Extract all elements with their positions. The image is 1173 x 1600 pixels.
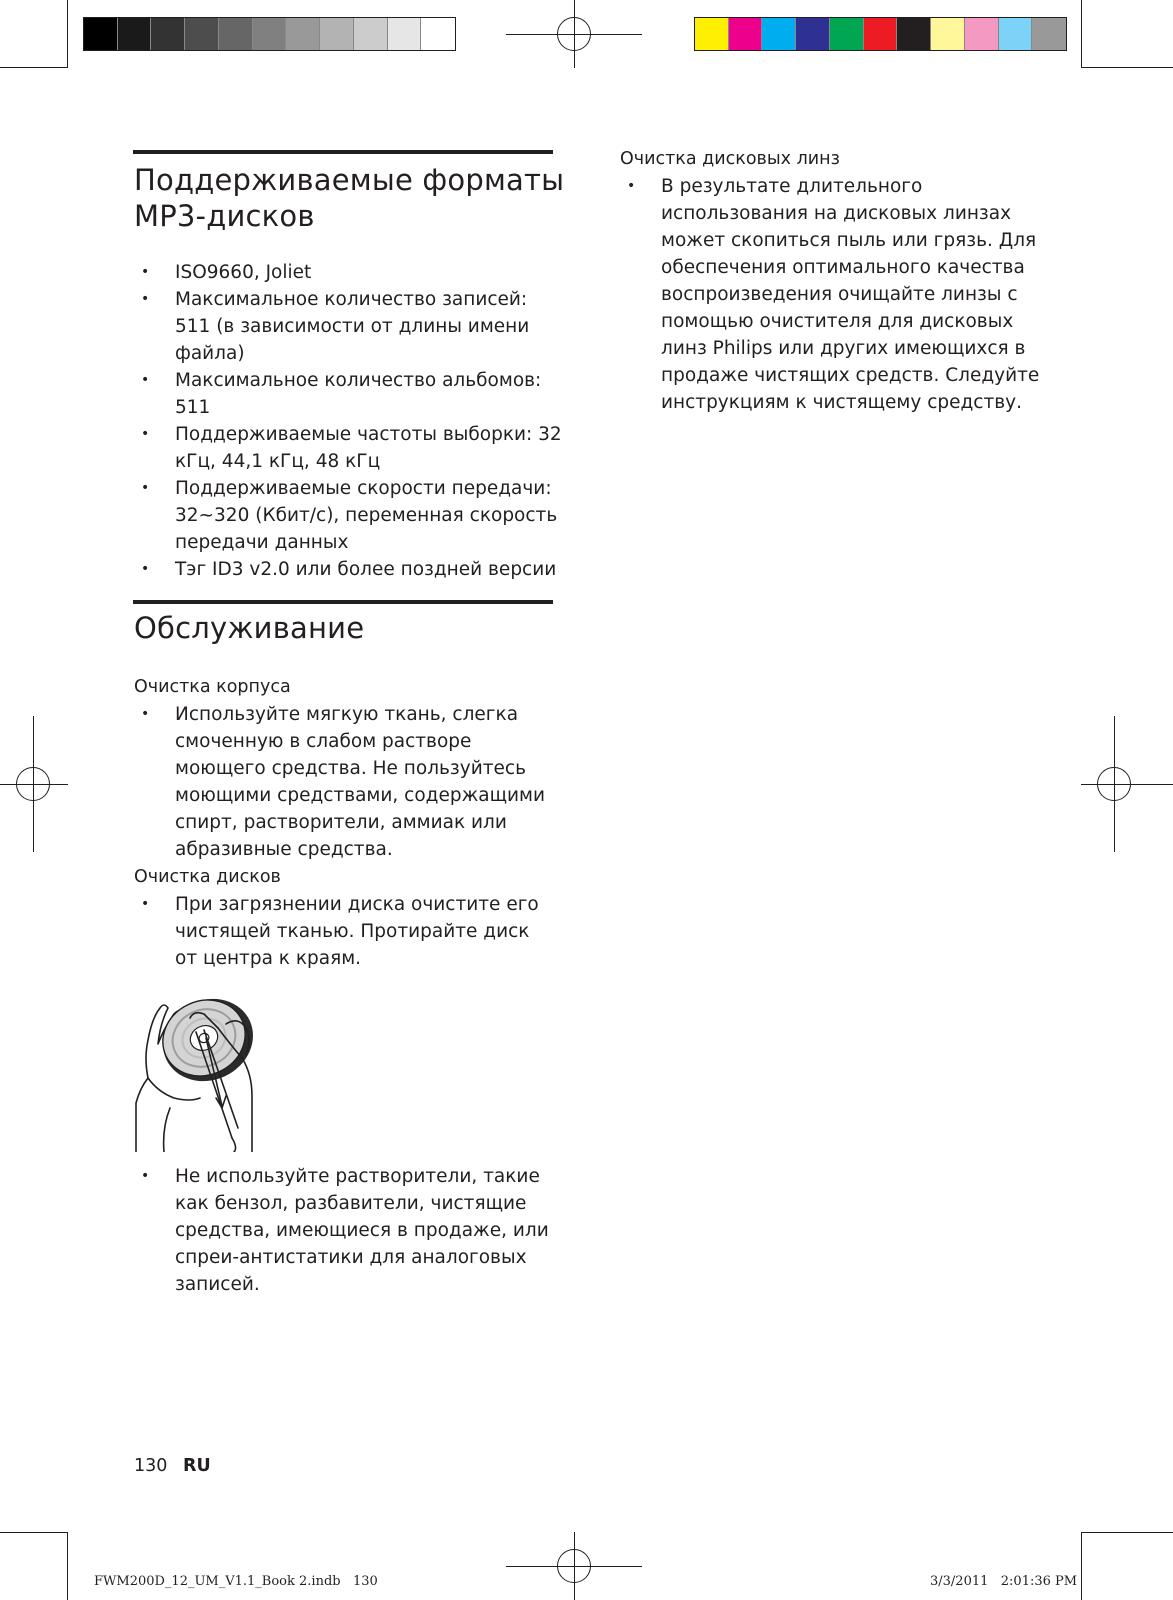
cleaning-lens-list bbox=[620, 173, 1040, 416]
disc-cleaning-illustration bbox=[134, 988, 260, 1152]
section-title-formats bbox=[134, 162, 574, 234]
subheading-cleaning-lens: Очистка дисковых линз bbox=[620, 149, 840, 169]
after-figure-list bbox=[134, 1163, 554, 1298]
color-swatch bbox=[1032, 18, 1066, 50]
subheading-cleaning-discs: Очистка дисков bbox=[134, 867, 281, 887]
color-swatch bbox=[830, 18, 864, 50]
footer-timestamp: 3/3/2011 2:01:36 PM bbox=[930, 1574, 1078, 1589]
subheading-cleaning-case: Очистка корпуса bbox=[134, 677, 291, 697]
page-number bbox=[134, 1456, 211, 1476]
section-title-maintenance: Обслуживание bbox=[134, 611, 365, 645]
list-item: • Поддерживаемые частоты выборки: 32 кГц, 44,1 кГц, 48 кГц bbox=[134, 421, 564, 475]
crop-mark-top-right-h bbox=[1081, 67, 1173, 68]
color-swatch bbox=[965, 18, 999, 50]
grayscale-swatch bbox=[388, 18, 422, 50]
grayscale-swatch bbox=[320, 18, 354, 50]
list-item: • Не используйте растворители, такие как бензол, разбавители, чистящие средства, имеющиеся в продаже, или спреи-антистатики для аналоговых записей. bbox=[134, 1163, 554, 1298]
crop-mark-top-left-h bbox=[0, 67, 68, 68]
reg-left-circle bbox=[16, 767, 50, 801]
grayscale-swatch bbox=[185, 18, 219, 50]
grayscale-bar bbox=[83, 17, 456, 51]
color-swatch bbox=[729, 18, 763, 50]
section-title-formats-line2: MP3-дисков bbox=[134, 199, 315, 233]
list-item: • Максимальное количество записей: 511 (в зависимости от длины имени файла) bbox=[134, 286, 564, 367]
color-swatch bbox=[796, 18, 830, 50]
reg-top-circle bbox=[557, 17, 591, 51]
grayscale-swatch bbox=[421, 18, 455, 50]
section-rule-maintenance bbox=[133, 600, 553, 604]
color-bar bbox=[694, 17, 1067, 51]
crop-mark-top-right-v bbox=[1081, 0, 1082, 68]
section-rule-formats bbox=[133, 150, 553, 154]
list-item: • При загрязнении диска очистите его чистящей тканью. Протирайте диск от центра к краям. bbox=[134, 891, 554, 972]
reg-right-circle bbox=[1097, 767, 1131, 801]
page-language: RU bbox=[182, 1456, 211, 1476]
grayscale-swatch bbox=[84, 18, 118, 50]
page-number-value: 130 bbox=[134, 1456, 168, 1476]
grayscale-swatch bbox=[151, 18, 185, 50]
crop-mark-top-left-v bbox=[67, 0, 68, 68]
color-swatch bbox=[695, 18, 729, 50]
crop-mark-bottom-right-h bbox=[1081, 1532, 1173, 1533]
color-swatch bbox=[931, 18, 965, 50]
cleaning-discs-list bbox=[134, 891, 554, 972]
grayscale-swatch bbox=[354, 18, 388, 50]
color-swatch bbox=[762, 18, 796, 50]
section-title-formats-line1: Поддерживаемые форматы bbox=[134, 163, 565, 197]
grayscale-swatch bbox=[253, 18, 287, 50]
color-swatch bbox=[999, 18, 1033, 50]
color-swatch bbox=[897, 18, 931, 50]
footer-file-info: FWM200D_12_UM_V1.1_Book 2.indb 130 bbox=[94, 1574, 378, 1589]
formats-list bbox=[134, 259, 564, 583]
grayscale-swatch bbox=[219, 18, 253, 50]
list-item: • В результате длительного использования на дисковых линзах может скопиться пыль или грязь. Для обеспечения оптимального качества воспроизведения очищайте линзы с помощью очистителя для дисковых линз Philips или других имеющихся в продаже чистящих средств. Следуйте инструкциям к чистящему средству. bbox=[620, 173, 1040, 416]
cleaning-case-list bbox=[134, 701, 554, 863]
list-item: • Тэг ID3 v2.0 или более поздней версии bbox=[134, 556, 564, 583]
grayscale-swatch bbox=[286, 18, 320, 50]
crop-mark-bottom-left-h bbox=[0, 1532, 68, 1533]
color-swatch bbox=[864, 18, 898, 50]
list-item: • Используйте мягкую ткань, слегка смоченную в слабом растворе моющего средства. Не пользуйтесь моющими средствами, содержащими спирт, растворители, аммиак или абразивные средства. bbox=[134, 701, 554, 863]
list-item: • Поддерживаемые скорости передачи: 32~320 (Кбит/с), переменная скорость передачи данных bbox=[134, 475, 564, 556]
grayscale-swatch bbox=[118, 18, 152, 50]
list-item: • Максимальное количество альбомов: 511 bbox=[134, 367, 564, 421]
list-item: • ISO9660, Joliet bbox=[134, 259, 564, 286]
reg-bottom-circle bbox=[557, 1549, 591, 1583]
crop-mark-bottom-left-v bbox=[67, 1532, 68, 1600]
crop-mark-bottom-right-v bbox=[1081, 1532, 1082, 1600]
